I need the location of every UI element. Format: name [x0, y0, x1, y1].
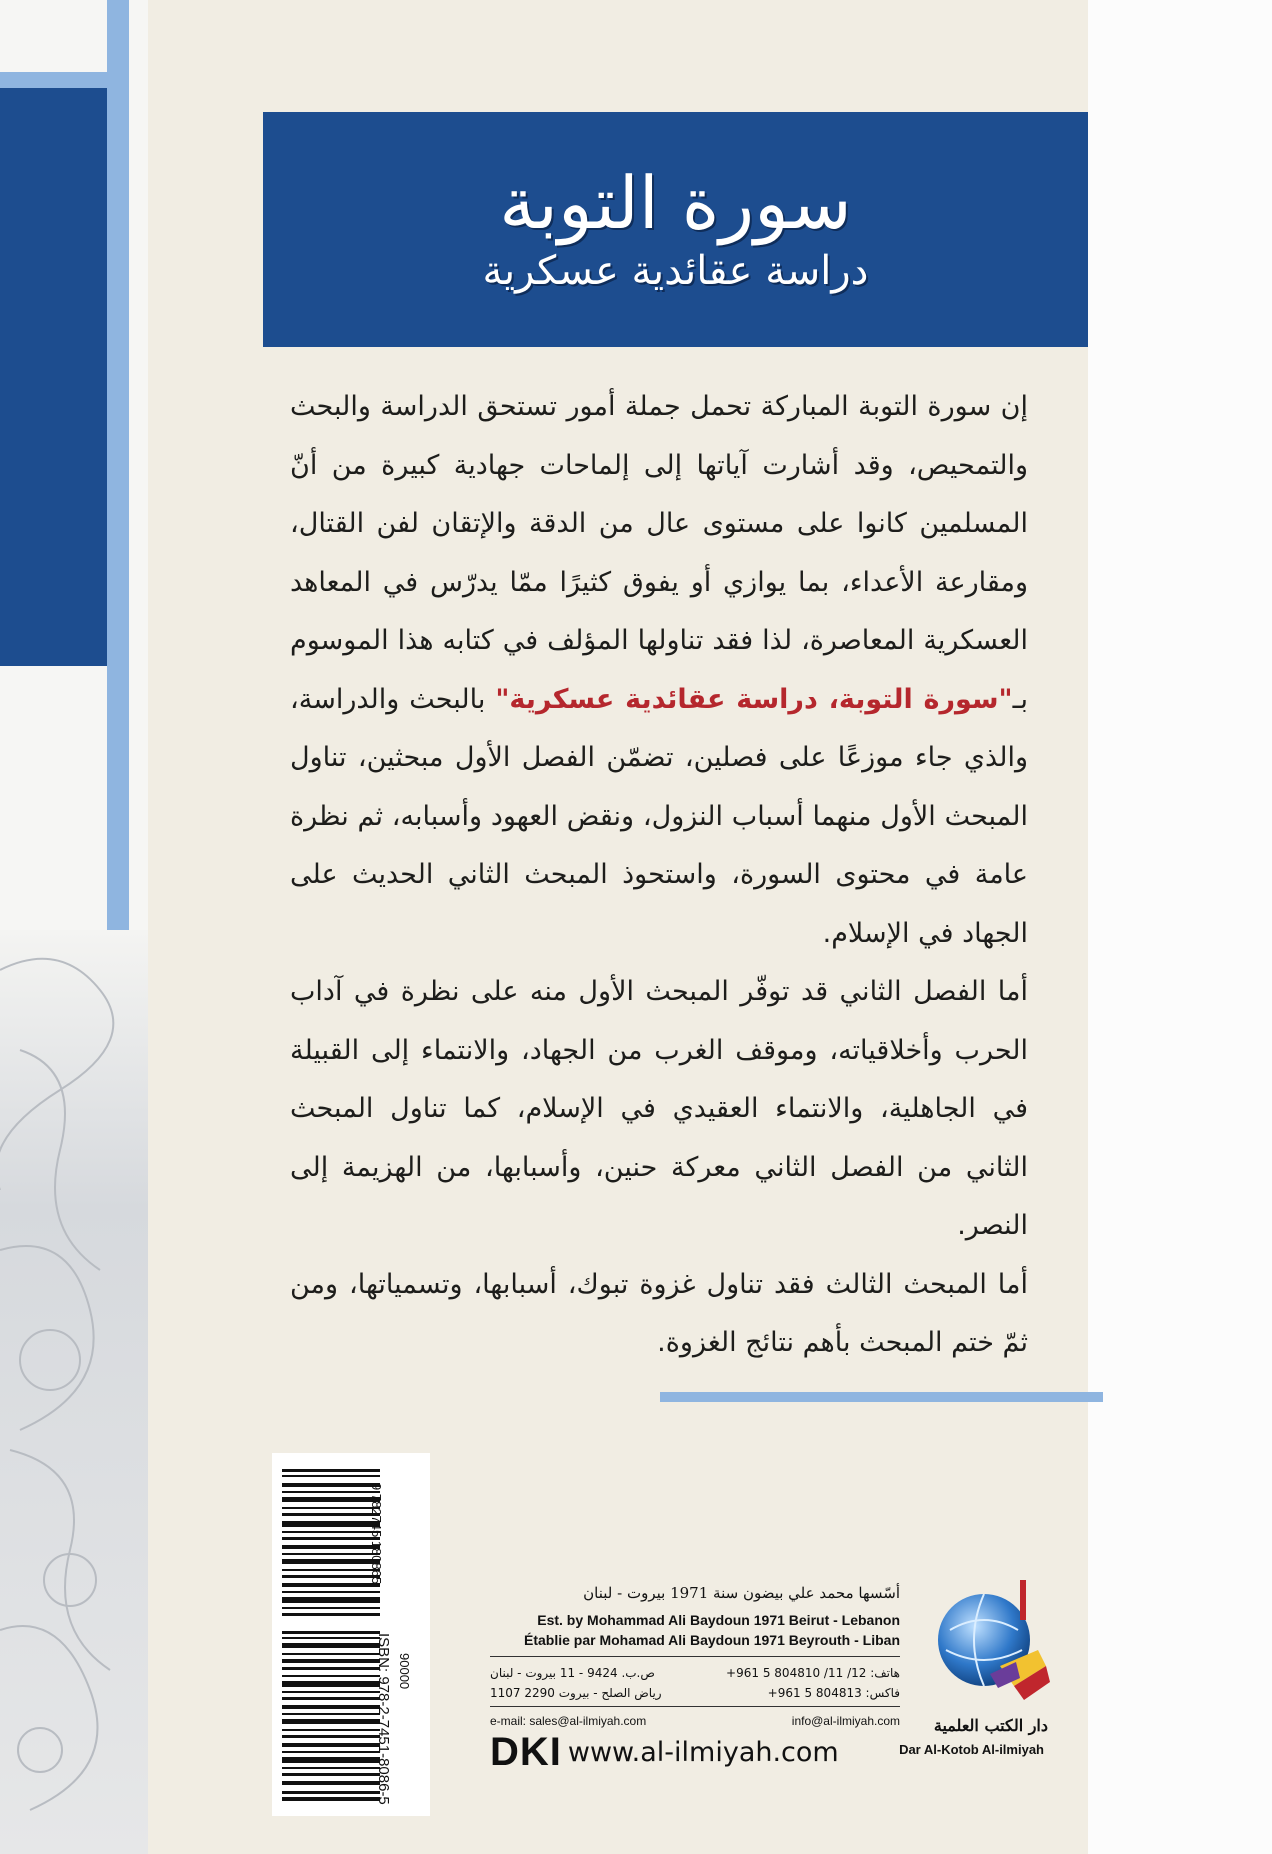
telephone: هاتف: 12/ 11/ 804810 5 961+ — [726, 1666, 900, 1680]
blurb-text: إن سورة التوبة المباركة تحمل جملة أمور تستحق الدراسة والبحث والتمحيص، وقد أشارت آياتها إلى إلماحات جهادية كبيرة من أنّ المسلمين كانوا على مستوى عال من الدقة والإتقان لفن القتال، ومقارعة الأعداء، بما يوازي أو يفوق كثيرًا ممّا يدرّس في المعاهد العسكرية المعاصرة، لذا فقد تناولها المؤلف في كتابه هذا الموسوم بـ — [290, 391, 1029, 715]
blurb — [290, 378, 1028, 1373]
dki-website-row — [490, 1730, 839, 1775]
blurb-text: بالبحث والدراسة، والذي جاء موزعًا على فصلين، تضمّن الفصل الأول مبحثين، تناول المبحث الأول منهما أسباب النزول، ونقض العهود وأسبابه، ثم نظرة عامة في محتوى السورة، واستحوذ المبحث الثاني الحديث على الجهاد في الإسلام. — [290, 683, 1028, 949]
po-box: ص.ب. 9424 - 11 بيروت - لبنان — [490, 1666, 655, 1680]
blurb-paragraph-2: أما الفصل الثاني قد توفّر المبحث الأول منه على نظرة في آداب الحرب وأخلاقياته، وموقف الغرب من الجهاد، والانتماء إلى القبيلة في الجاهلية، والانتماء العقيدي في الإسلام، كما تناول المبحث الثاني من الفصل الثاني معركة حنين، وأسبابها، من الهزيمة إلى النصر. — [290, 976, 1028, 1241]
globe-logo-icon — [920, 1570, 1060, 1710]
blurb-paragraph-3: أما المبحث الثالث فقد تناول غزوة تبوك، أسبابها، وتسمياتها، ومن ثمّ ختم المبحث بأهم نتائج الغزوة. — [290, 1268, 1028, 1358]
established-english: Est. by Mohammad Ali Baydoun 1971 Beirut - Lebanon — [537, 1612, 900, 1628]
price-code: 90000 — [397, 1653, 412, 1690]
established-french: Établie par Mohamad Ali Baydoun 1971 Beyrouth - Liban — [524, 1632, 900, 1648]
isbn-number: ISBN: 978-2-7451-8086-5 — [375, 1633, 392, 1805]
info-email: info@al-ilmiyah.com — [791, 1714, 900, 1728]
blurb-highlight: "سورة التوبة، دراسة عقائدية عسكرية" — [495, 683, 1013, 715]
publisher-name-arabic: دار الكتب العلمية — [933, 1716, 1048, 1735]
arabesque-ornament — [0, 930, 148, 1854]
section-divider — [660, 1392, 1103, 1402]
street-address: رياض الصلح - بيروت 2290 1107 — [490, 1686, 662, 1700]
barcode-bars — [282, 1465, 380, 1805]
book-subtitle: دراسة عقائدية عسكرية — [482, 248, 869, 295]
info-separator — [490, 1656, 900, 1657]
established-arabic: أسّسها محمد علي بيضون سنة 1971 بيروت - لبنان — [583, 1584, 900, 1602]
dki-logo-text: DKI — [490, 1730, 562, 1774]
title-banner — [263, 112, 1088, 347]
barcode-digits: 9 782745 180865 — [369, 1483, 384, 1585]
website-url: www.al-ilmiyah.com — [567, 1737, 839, 1768]
left-navy-band — [0, 88, 107, 666]
barcode — [272, 1453, 430, 1816]
fax: فاكس: 804813 5 961+ — [767, 1686, 900, 1700]
blurb-paragraph-1 — [290, 378, 1028, 963]
sales-email: e-mail: sales@al-ilmiyah.com — [490, 1714, 647, 1728]
book-title: سورة التوبة — [499, 160, 852, 245]
left-light-band — [0, 72, 107, 88]
publisher-name-english: Dar Al-Kotob Al-ilmiyah — [899, 1742, 1044, 1757]
info-separator — [490, 1706, 900, 1707]
right-margin — [1088, 0, 1272, 1854]
